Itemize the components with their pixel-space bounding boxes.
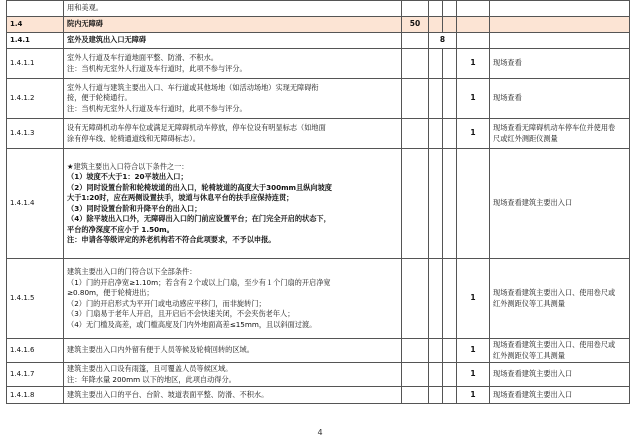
table-row (7, 149, 630, 259)
item-number: 1.4.1.3 (7, 119, 64, 149)
item-score: 1 (457, 119, 490, 149)
requirement-line: （2）同时设置台阶和轮椅坡道的出入口，轮椅坡道的高度大于300mm且纵向坡度 (67, 182, 332, 192)
table-row (7, 259, 630, 339)
requirement-line: 注：申请各等级评定的养老机构若不符合此项要求，不予以申报。 (67, 235, 276, 244)
method-line: 现场查看建筑主要出入口 (493, 389, 573, 399)
item-requirement (64, 119, 402, 149)
item-number: 1.4.1.8 (7, 387, 64, 404)
method-line: 红外测距仪等工具测量 (493, 350, 565, 360)
item-number: 1.4.1.4 (7, 149, 64, 259)
requirement-line: 设有无障碍机动车停车位或满足无障碍机动车停放，停车位设有明显标志（如地面 (67, 123, 326, 132)
requirement-line: 注：当机构无室外人行道及车行道时，此项不参与评分。 (67, 103, 247, 113)
item-score: 1 (457, 339, 490, 363)
requirement-line: 室外人行道与建筑主要出入口、车行道或其他场地（如活动场地）实现无障碍衔 (67, 82, 319, 92)
item-requirement (64, 363, 402, 387)
item-requirement (64, 339, 402, 363)
item-score: 1 (457, 363, 490, 387)
item-requirement (64, 149, 402, 259)
standard-table (6, 0, 630, 404)
check-method (490, 387, 630, 404)
continuation-text: 用和美观。 (64, 1, 402, 17)
requirement-line: 注：当机构无室外人行道及车行道时，此项不参与评分。 (67, 63, 247, 73)
continuation-row (7, 1, 630, 17)
method-line: 尺或红外测距仪测量 (493, 133, 558, 143)
requirement-line: （2）门的开启形式为平开门或电动感应平移门，而非旋转门； (67, 298, 266, 308)
method-line: 红外测距仪等工具测量 (493, 298, 565, 308)
requirement-line: 接，便于轮椅通行。 (67, 93, 132, 103)
check-method (490, 79, 630, 119)
check-method (490, 339, 630, 363)
requirement-line: 注：年降水量 200mm 以下的地区，此项自动得分。 (67, 374, 236, 384)
item-requirement (64, 387, 402, 404)
item-number: 1.4.1.1 (7, 49, 64, 79)
item-number: 1.4.1.6 (7, 339, 64, 363)
method-line: 现场查看 (493, 58, 522, 68)
requirement-line: ★建筑主要出入口符合以下条件之一： (67, 161, 189, 171)
section-number: 1.4 (7, 17, 64, 33)
requirement-line: 涂有停车线、轮椅通道线和无障碍标志）。 (67, 133, 200, 143)
method-line: 现场查看 (493, 93, 522, 103)
check-method (490, 49, 630, 79)
requirement-line: 建筑主要出入口的门符合以下全部条件： (67, 267, 197, 276)
requirement-line: 室外人行道及车行道地面平整、防滑、不积水。 (67, 53, 218, 62)
requirement-line: 大于1:20时，应在两侧设置扶手，坡道与休息平台的扶手应保持连贯； (67, 193, 294, 202)
item-requirement (64, 259, 402, 339)
item-score: 1 (457, 387, 490, 404)
requirement-line: 建筑主要出入口的平台、台阶、坡道表面平整、防滑、不积水。 (67, 389, 269, 399)
requirement-line: （3）门扇易于老年人开启，且开启后不会快速关闭，不会夹伤老年人； (67, 309, 295, 318)
page-number: 4 (317, 428, 323, 437)
subsection-row (7, 33, 630, 49)
requirement-line: （1）坡度不大于1：20平坡出入口； (67, 172, 188, 181)
check-method (490, 149, 630, 259)
item-number: 1.4.1.2 (7, 79, 64, 119)
method-line: 现场查看建筑主要出入口、使用卷尺或 (493, 340, 616, 349)
check-method (490, 363, 630, 387)
requirement-line: （1）门的开启净宽≥1.10m；若含有２个或以上门扇，至少有１个门扇的开启净宽 (67, 277, 331, 287)
check-method (490, 119, 630, 149)
table-row (7, 49, 630, 79)
section-score: 50 (402, 17, 429, 33)
method-line: 现场查看建筑主要出入口 (493, 369, 573, 379)
item-number: 1.4.1.5 (7, 259, 64, 339)
section-title: 院内无障碍 (64, 17, 402, 33)
table-row (7, 339, 630, 363)
section-row (7, 17, 630, 33)
subsection-score: 8 (429, 33, 457, 49)
check-method (490, 259, 630, 339)
table-row (7, 79, 630, 119)
requirement-line: （4）无门槛及高差，或门槛高度及门内外地面高差≤15mm，且以斜面过渡。 (67, 319, 317, 329)
requirement-line: （3）同时设置台阶和升降平台的出入口； (67, 203, 202, 213)
item-score (457, 149, 490, 259)
item-score: 1 (457, 79, 490, 119)
table-row (7, 119, 630, 149)
subsection-number: 1.4.1 (7, 33, 64, 49)
item-requirement (64, 79, 402, 119)
table-row (7, 363, 630, 387)
method-line: 现场查看建筑主要出入口、使用卷尺或 (493, 288, 616, 297)
item-requirement (64, 49, 402, 79)
item-score: 1 (457, 259, 490, 339)
subsection-title: 室外及建筑出入口无障碍 (64, 33, 402, 49)
requirement-line: 建筑主要出入口设有雨篷，且可覆盖人员等候区域。 (67, 364, 233, 373)
table-row (7, 387, 630, 404)
method-line: 现场查看建筑主要出入口 (493, 198, 573, 208)
requirement-line: ≥0.80m，便于轮椅进出； (67, 288, 154, 297)
item-number: 1.4.1.7 (7, 363, 64, 387)
requirement-line: （4）除平坡出入口外，无障碍出入口的门前应设置平台；在门完全开启的状态下， (67, 214, 331, 223)
method-line: 现场查看无障碍机动车停车位并使用卷 (493, 123, 616, 132)
requirement-line: 平台的净深度不应小于 1.50m。 (67, 224, 174, 234)
requirement-line: 建筑主要出入口内外留有便于人员等候及轮椅回转的区域。 (67, 345, 254, 355)
item-score: 1 (457, 49, 490, 79)
